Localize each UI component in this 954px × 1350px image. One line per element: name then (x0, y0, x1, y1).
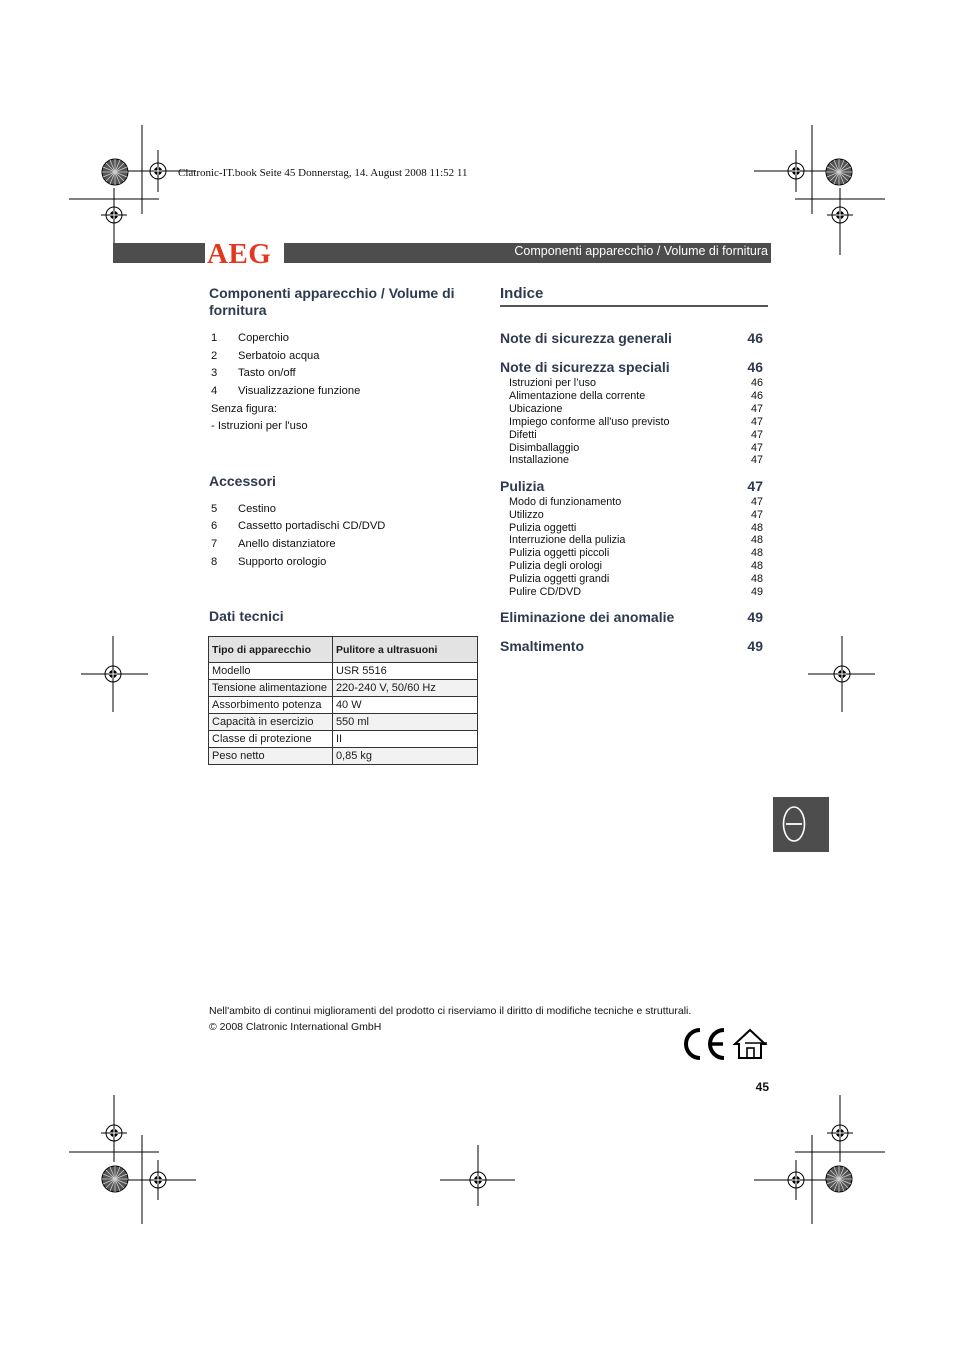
toc-subitem[interactable]: Pulizia oggetti piccoli 48 (509, 547, 763, 559)
without-figure-item: - Istruzioni per l'uso (211, 420, 308, 432)
table-header-row (209, 637, 478, 663)
header-section-title: Componenti apparecchio / Volume di fornitura (514, 244, 768, 258)
list-item: 5 Cestino (211, 503, 276, 515)
table-cell: USR 5516 (332, 663, 477, 680)
table-cell: 40 W (332, 697, 477, 714)
list-item: 4 Visualizzazione funzione (211, 385, 361, 397)
toc-subitem[interactable]: Utilizzo 47 (509, 509, 763, 521)
index-heading: Indice (500, 285, 544, 302)
table-cell: 550 ml (332, 714, 477, 731)
table-cell: II (332, 731, 477, 748)
table-cell: Modello (209, 663, 333, 680)
toc-subitem[interactable]: Alimentazione della corrente 46 (509, 390, 763, 402)
indoor-use-house-icon (735, 1030, 767, 1058)
tech-table (208, 636, 478, 765)
table-cell: Assorbimento potenza (209, 697, 333, 714)
toc-subitem[interactable]: Pulizia degli orologi 48 (509, 560, 763, 572)
toc-subitem[interactable]: Pulizia oggetti 48 (509, 522, 763, 534)
table-cell: 220-240 V, 50/60 Hz (332, 680, 477, 697)
list-item: 6 Cassetto portadischi CD/DVD (211, 520, 386, 532)
table-cell: Peso netto (209, 748, 333, 765)
toc-subitem[interactable]: Impiego conforme all'uso previsto 47 (509, 416, 763, 428)
table-row (209, 748, 478, 765)
toc-section[interactable]: Smaltimento 49 (500, 638, 763, 654)
ce-mark-icon (683, 1027, 769, 1061)
components-heading: Componenti apparecchio / Volume di fornitura (209, 285, 455, 318)
table-row (209, 697, 478, 714)
toc-subitem[interactable]: Istruzioni per l’uso 46 (509, 377, 763, 389)
list-item: 1 Coperchio (211, 332, 289, 344)
accessories-heading: Accessori (209, 473, 276, 489)
tech-heading: Dati tecnici (209, 608, 284, 624)
toc-subitem[interactable]: Pulire CD/DVD 49 (509, 586, 763, 598)
toc-subitem[interactable]: Installazione 47 (509, 454, 763, 466)
toc-section[interactable]: Eliminazione dei anomalie 49 (500, 609, 763, 625)
page-number: 45 (755, 1080, 769, 1094)
toc-section[interactable]: Note di sicurezza generali 46 (500, 330, 763, 346)
table-cell: Capacità in esercizio (209, 714, 333, 731)
footer-copyright: © 2008 Clatronic International GmbH (209, 1021, 382, 1033)
brand-logo: AEG (207, 238, 272, 270)
header-bar-left (113, 243, 205, 263)
list-item: 8 Supporto orologio (211, 556, 327, 568)
language-tab (773, 797, 829, 852)
toc-section[interactable]: Pulizia 47 (500, 478, 763, 494)
italy-language-icon (773, 797, 829, 852)
toc-subitem[interactable]: Pulizia oggetti grandi 48 (509, 573, 763, 585)
table-cell: 0,85 kg (332, 748, 477, 765)
table-row (209, 680, 478, 697)
list-item: 7 Anello distanziatore (211, 538, 336, 550)
table-row (209, 714, 478, 731)
table-cell: Classe di protezione (209, 731, 333, 748)
table-row (209, 731, 478, 748)
toc-subitem[interactable]: Interruzione della pulizia 48 (509, 534, 763, 546)
toc-section[interactable]: Note di sicurezza speciali 46 (500, 359, 763, 375)
footer-notice: Nell'ambito di continui miglioramenti del prodotto ci riserviamo il diritto di modifiche tecniche e strutturali. (209, 1005, 692, 1017)
index-divider (500, 305, 768, 307)
list-item: 2 Serbatoio acqua (211, 350, 320, 362)
table-header-cell: Tipo di apparecchio (209, 637, 333, 663)
print-header: Clatronic-IT.book Seite 45 Donnerstag, 14. August 2008 11:52 11 (178, 167, 468, 179)
table-row (209, 663, 478, 680)
list-item: 3 Tasto on/off (211, 367, 296, 379)
toc-subitem[interactable]: Difetti 47 (509, 429, 763, 441)
toc-subitem[interactable]: Ubicazione 47 (509, 403, 763, 415)
table-header-cell: Pulitore a ultrasuoni (332, 637, 477, 663)
table-cell: Tensione alimentazione (209, 680, 333, 697)
without-figure-label: Senza figura: (211, 403, 277, 415)
toc-subitem[interactable]: Modo di funzionamento 47 (509, 496, 763, 508)
toc-subitem[interactable]: Disimballaggio 47 (509, 442, 763, 454)
